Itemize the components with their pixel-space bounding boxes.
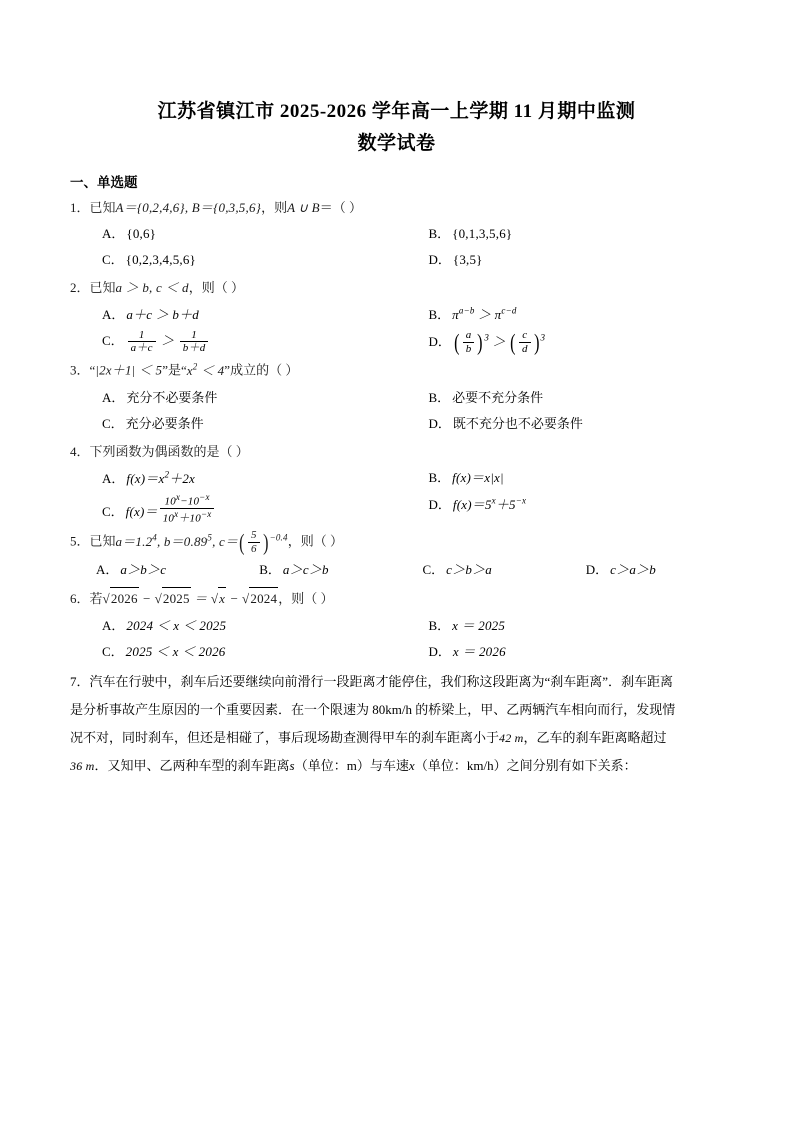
question-1-option-a[interactable] [70,221,397,247]
question-7-line-1 [70,669,723,695]
question-4-option-b[interactable] [397,465,724,491]
option-text: 2025 ＜ x ＜ 2026 [125,644,226,660]
option-label: B． [428,307,451,323]
option-label: D． [428,496,451,512]
option-text: a＞b＞c [120,562,167,578]
question-5-math: $a=1.2^4$, $b=0.89^5$, c＝( $\frac{5}{6}$ )$^{-0.4}$ [115,529,288,555]
question-3-stem-pre: “ [89,362,96,378]
option-label: B． [259,562,281,578]
question-2-option-b[interactable] [397,302,724,328]
question-4-option-d[interactable] [397,492,724,526]
question-4 [70,441,723,526]
question-2-math: a ＞ b, c ＜ d [115,280,189,296]
option-label: C． [102,252,124,268]
question-7-line-4 [70,753,723,779]
option-text: 既不充分也不必要条件 [452,415,583,431]
question-5-option-a[interactable] [70,557,233,583]
option-text: 2024 ＜ x ＜ 2025 [126,618,227,634]
question-7-text-3b: ，乙车的刹车距离略超过 [523,730,667,746]
question-6 [70,587,723,665]
question-2-option-c[interactable] [70,328,397,355]
option-text: {0,2,3,4,5,6} [125,252,197,268]
option-label: A． [102,470,125,486]
option-label: C． [102,644,124,660]
question-1-math: A＝{0,2,4,6}, B＝{0,3,5,6} [115,199,262,215]
option-label: B． [428,226,451,242]
option-label: A． [102,618,125,634]
option-text: ( $\frac{a}{b}$ )$^3$ ＞ ( $\frac{c}{d}$ )$^3$ [454,329,546,355]
option-text: $\frac{1}{a+c}$ ＞ $\frac{1}{b+d}$ [126,333,211,348]
question-1-math2: A ∪ B [287,199,320,215]
question-2-number: 2． [70,280,90,296]
option-label: C． [422,562,445,578]
question-6-options [70,613,723,665]
question-6-stem-post: ，则（ ） [278,591,334,607]
question-1-stem-post: ＝（ ） [319,199,363,215]
question-7-text-3a: 况不对，同时刹车，但还是相碰了，事后现场勘查测得甲车的刹车距离小于 [70,730,500,746]
question-7-value-2: 36 m [70,759,95,774]
option-text: f(x)＝ $\frac{10^x-10^{-x}}{10^x+10^{-x}}$ [126,504,217,519]
option-label: A． [96,562,119,578]
question-7-line-2: 是分析事故产生原因的一个重要因素．在一个限速为 80km/h 的桥梁上，甲、乙两辆汽车相向而行，发现情 [70,702,676,718]
option-text: {0,1,3,5,6} [452,226,513,242]
question-4-number: 4． [70,443,90,459]
question-3-math: |2x＋1| ＜ 5 [95,362,163,378]
question-2-option-a[interactable] [70,302,397,328]
question-6-option-b[interactable] [397,613,724,639]
question-4-option-c[interactable] [70,492,397,526]
question-3-stem-mid: ”是“ [162,362,187,378]
question-1-stem-pre: 已知 [89,199,116,215]
question-3-option-c[interactable] [70,411,397,437]
option-text: a＞c＞b [282,562,329,578]
option-text: x ＝ 2026 [452,644,506,660]
option-text: $\pi^{a-b} > \pi^{c-d}$ [452,306,517,323]
question-1-option-d[interactable] [397,247,724,273]
option-label: A． [102,389,125,405]
option-label: C． [102,415,124,431]
question-7-text-4b: ．又知甲、乙两种车型的刹车距离 [94,758,290,774]
question-5-number: 5． [70,533,90,549]
question-6-option-a[interactable] [70,613,397,639]
option-text: x ＝ 2025 [452,618,506,634]
question-3-option-b[interactable] [397,385,724,411]
question-1-option-c[interactable] [70,247,397,273]
question-7-text-4c: （单位：m）与车速 [294,758,409,774]
question-7-line-3 [70,725,723,751]
option-text: 充分不必要条件 [126,389,218,405]
question-6-math: √2026 − √2025 ＝ √x − √2024 [103,591,279,606]
question-6-option-c[interactable] [70,639,397,665]
option-label: B． [428,618,451,634]
question-7 [70,669,723,779]
question-3-number: 3． [70,362,90,378]
option-text: {0,6} [126,226,157,242]
question-3-math2: $x^2 < 4$ [186,361,225,378]
question-1-stem [70,197,723,220]
option-text: c＞b＞a [446,562,492,578]
question-6-stem [70,587,723,611]
question-5 [70,529,723,583]
question-5-stem-post: ，则（ ） [287,533,343,549]
option-text: $f(x)=5^x+5^{-x}$ [452,495,527,512]
question-2-stem-pre: 已知 [89,280,116,296]
question-2-stem-post: ，则（ ） [188,280,245,296]
question-4-option-a[interactable] [70,465,397,491]
question-3-options [70,385,723,437]
question-1-option-b[interactable] [397,221,724,247]
question-2-option-d[interactable] [397,328,724,355]
question-3-stem [70,359,723,382]
option-label: C． [102,333,124,349]
question-1-options [70,221,723,273]
option-label: A． [102,226,125,242]
option-text: c＞a＞b [610,562,656,578]
section-heading: 一、单选题 [70,174,138,190]
question-7-value-1: 42 m [499,731,524,746]
option-label: B． [428,389,451,405]
page-title: 江苏省镇江市 2025-2026 学年高一上学期 11 月期中监测 [157,101,636,122]
question-3-option-a[interactable] [70,385,397,411]
question-4-stem-pre: 下列函数为偶函数的是（ ） [89,443,249,459]
question-5-option-b[interactable] [233,557,396,583]
question-3-stem-post: ”成立的（ ） [224,362,299,378]
question-7-var-x: x [408,758,415,774]
option-label: A． [102,307,125,323]
question-5-option-d[interactable] [560,557,723,583]
option-label: D． [585,562,609,578]
question-5-options [70,557,723,583]
question-6-option-d[interactable] [397,639,724,665]
question-2-options [70,302,723,355]
option-label: D． [428,333,451,349]
option-label: D． [428,644,451,660]
question-7-text-4d: （单位：km/h）之间分别有如下关系： [414,758,637,774]
question-5-stem [70,529,723,555]
option-text: 充分必要条件 [125,415,204,431]
question-5-option-c[interactable] [397,557,560,583]
question-6-number: 6． [70,591,90,607]
question-1-stem-mid: ，则 [261,199,288,215]
option-label: B． [428,470,451,486]
question-6-stem-pre: 若 [89,591,103,607]
page-subtitle: 数学试卷 [357,133,436,155]
question-7-text-1: 汽车在行驶中，刹车后还要继续向前滑行一段距离才能停住，我们称这段距离为“刹车距离”．刹车距离 [89,674,674,690]
option-text: $f(x)=x^2+2x$ [126,469,196,486]
question-2 [70,277,723,355]
option-label: D． [428,252,451,268]
option-label: D． [428,415,451,431]
question-7-number: 7． [70,674,90,690]
question-3-option-d[interactable] [397,411,724,437]
option-text: f(x)＝x|x| [452,470,504,486]
option-text: {3,5} [452,252,483,268]
question-3 [70,359,723,436]
question-1-number: 1． [70,199,90,215]
question-7-var-s: s [289,758,295,774]
question-1 [70,197,723,274]
question-4-stem [70,441,723,464]
question-4-options [70,465,723,525]
question-2-stem [70,277,723,300]
question-5-stem-pre: 已知 [89,533,116,549]
option-label: C． [102,503,124,519]
option-text: 必要不充分条件 [452,389,544,405]
option-text: a＋c ＞ b＋d [126,307,199,323]
